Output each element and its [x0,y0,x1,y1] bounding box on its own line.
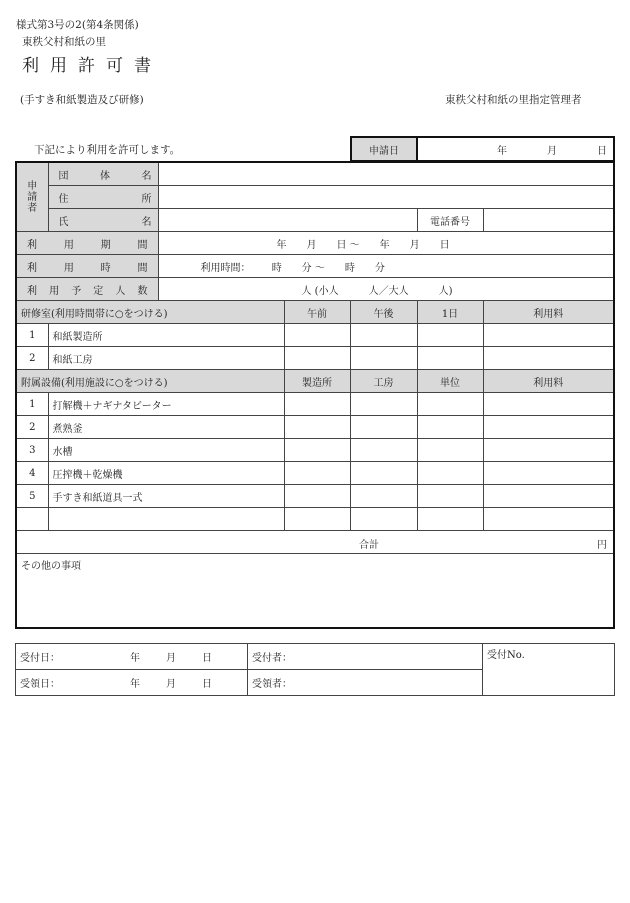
receipt-table [15,643,615,696]
cell-input[interactable] [417,462,483,485]
subtitle: (手すき和紙製造及び研修) [20,94,144,106]
received-date-field[interactable] [16,644,248,670]
cell-input[interactable] [483,508,614,531]
col-afternoon: 午後 [350,301,417,324]
collected-date-field[interactable] [16,670,248,696]
cell-input[interactable] [417,393,483,416]
cell-input[interactable] [350,324,417,347]
received-by-label: 受付者： [252,653,292,664]
table-row [16,485,614,508]
cell-input[interactable] [350,508,417,531]
collected-by-label: 受領者： [252,679,292,690]
cell-input[interactable] [483,393,614,416]
application-date-box [350,136,615,162]
table-row [16,416,614,439]
equipment-name: 圧搾機＋乾燥機 [48,462,284,485]
cell-input[interactable] [417,508,483,531]
address-field[interactable] [158,186,614,209]
table-row [16,462,614,485]
table-row [16,508,614,531]
time-field[interactable] [158,255,614,278]
issuer-name: 東秩父村和紙の里指定管理者 [445,94,582,106]
phone-label: 電話番号 [417,209,483,232]
cell-input[interactable] [483,347,614,370]
cell-input[interactable] [284,439,350,462]
table-row [16,324,614,347]
col-fullday: 1日 [417,301,483,324]
group-name-label: 団体名 [48,162,158,186]
total-currency: 円 [597,540,607,551]
col-workshop: 工房 [350,370,417,393]
cell-input[interactable] [48,508,284,531]
cell-input[interactable] [284,393,350,416]
cell-input[interactable] [350,393,417,416]
cell-input[interactable] [284,416,350,439]
app-date-day: 日 [597,145,607,157]
cell-input[interactable] [350,485,417,508]
people-label: 利用予定人数 [16,278,158,301]
name-field[interactable] [158,209,417,232]
app-date-month: 月 [547,145,557,157]
application-date-field[interactable] [417,137,614,161]
facility-name: 東秩父村和紙の里 [22,36,106,48]
equipment-name: 手すき和紙道具一式 [48,485,284,508]
time-value: 時 分 〜 時 分 [271,262,385,274]
col-factory: 製造所 [284,370,350,393]
row-number: 4 [16,462,48,485]
equipment-name: 水槽 [48,439,284,462]
collected-by-field[interactable] [248,670,483,696]
received-day: 日 [202,653,212,664]
period-field[interactable]: 年 月 日 〜 年 月 日 [158,232,614,255]
form-number: 様式第3号の2(第4条関係) [16,19,139,31]
application-date-label: 申請日 [351,137,417,161]
received-date-label: 受付日： [20,653,60,664]
cell-input[interactable] [284,324,350,347]
permission-text: 下記により利用を許可します。 [34,144,181,156]
other-notes-field[interactable] [16,554,614,629]
main-form-table [15,161,615,629]
cell-input[interactable] [483,462,614,485]
cell-input[interactable] [483,485,614,508]
cell-input[interactable] [284,462,350,485]
page-title: 利用許可書 [22,56,162,76]
cell-input[interactable] [350,462,417,485]
total-row[interactable] [16,531,614,554]
col-fee: 利用料 [483,370,614,393]
equipment-name: 打解機＋ナギナタビーター [48,393,284,416]
cell-input[interactable] [350,416,417,439]
collected-year: 年 [130,679,140,690]
table-row [16,393,614,416]
collected-month: 月 [166,679,176,690]
cell-input[interactable] [284,347,350,370]
received-month: 月 [166,653,176,664]
cell-input[interactable] [417,485,483,508]
room-name: 和紙工房 [48,347,284,370]
received-by-field[interactable] [248,644,483,670]
cell-input[interactable] [417,324,483,347]
address-label: 住所 [48,186,158,209]
row-number: 1 [16,324,48,347]
received-year: 年 [130,653,140,664]
cell-input[interactable] [417,416,483,439]
col-fee: 利用料 [483,301,614,324]
app-date-year: 年 [497,145,507,157]
row-number: 1 [16,393,48,416]
row-number: 2 [16,416,48,439]
equipment-name: 煮熟釜 [48,416,284,439]
room-name: 和紙製造所 [48,324,284,347]
period-label: 利用期間 [16,232,158,255]
name-label: 氏名 [48,209,158,232]
training-room-header: 研修室(利用時間帯に○をつける) [16,301,284,324]
phone-field[interactable] [483,209,614,232]
cell-input[interactable] [483,416,614,439]
collected-date-label: 受領日： [20,679,60,690]
receipt-no-label: 受付No. [487,650,525,661]
cell-input[interactable] [417,439,483,462]
collected-day: 日 [202,679,212,690]
time-label: 利用時間 [16,255,158,278]
table-row [16,347,614,370]
equipment-header: 附属設備(利用施設に○をつける) [16,370,284,393]
cell-input[interactable] [417,347,483,370]
cell-input[interactable] [16,508,48,531]
time-prefix: 利用時間： [200,262,251,274]
table-row [16,439,614,462]
other-notes-label: その他の事項 [21,561,81,572]
col-morning: 午前 [284,301,350,324]
applicant-label: 申請者 [16,162,48,232]
col-unit: 単位 [417,370,483,393]
receipt-no-field[interactable] [483,644,615,696]
row-number: 5 [16,485,48,508]
cell-input[interactable] [483,324,614,347]
row-number: 2 [16,347,48,370]
cell-input[interactable] [284,485,350,508]
total-label: 合計 [359,540,379,551]
cell-input[interactable] [350,439,417,462]
people-field[interactable]: 人 (小人 人／大人 人) [158,278,614,301]
cell-input[interactable] [350,347,417,370]
group-name-field[interactable] [158,162,614,186]
cell-input[interactable] [483,439,614,462]
cell-input[interactable] [284,508,350,531]
row-number: 3 [16,439,48,462]
